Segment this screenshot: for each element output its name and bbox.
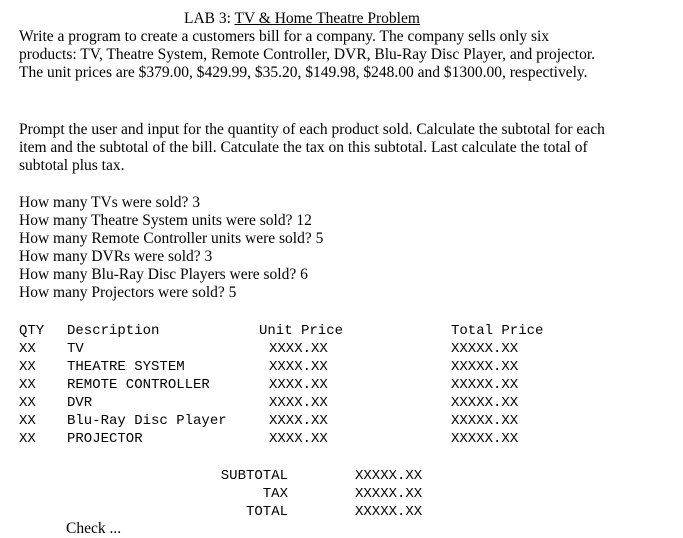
prompt-line: How many Theatre System units were sold? 12 [19,212,312,229]
row-total-price: XXXXX.XX [451,395,519,411]
row-qty: XX [19,413,36,429]
prompt-line: How many Remote Controller units were sold? 5 [19,230,324,247]
subtotal-label: SUBTOTAL [220,468,288,484]
subtotal-value: XXXXX.XX [355,468,423,484]
prompt-line: How many Projectors were sold? 5 [19,284,237,301]
header-total-price: Total Price [451,323,544,339]
row-qty: XX [19,377,36,393]
row-total-price: XXXXX.XX [451,341,519,357]
row-unit-price: XXXX.XX [269,395,328,411]
row-description: Blu-Ray Disc Player [67,413,227,429]
row-qty: XX [19,431,36,447]
header-qty: QTY [19,323,45,339]
row-unit-price: XXXX.XX [269,413,328,429]
total-value: XXXXX.XX [355,504,423,520]
row-unit-price: XXXX.XX [269,341,328,357]
prompt-line: How many Blu-Ray Disc Players were sold? 6 [19,266,308,283]
row-total-price: XXXXX.XX [451,413,519,429]
row-description: DVR [67,395,93,411]
row-description: PROJECTOR [67,431,143,447]
tax-label: TAX [262,486,288,502]
sample-prompts [19,194,323,302]
row-total-price: XXXXX.XX [451,431,519,447]
row-qty: XX [19,341,36,357]
total-label: TOTAL [245,504,288,520]
row-unit-price: XXXX.XX [269,359,328,375]
row-total-price: XXXXX.XX [451,377,519,393]
tax-value: XXXXX.XX [355,486,423,502]
row-unit-price: XXXX.XX [269,431,328,447]
problem-paragraph: Write a program to create a customers bill for a company. The company sells only six products: TV, Theatre System, Remote Controller, DVR, Blu-Ray Disc Player, and projector. The unit prices are $379.00, $429.99, $35.20, $149.98, $248.00 and $1300.00, respectively. [19,28,596,81]
header-unit-price: Unit Price [259,323,344,339]
header-description: Description [67,323,160,339]
row-description: REMOTE CONTROLLER [67,377,210,393]
row-qty: XX [19,359,36,375]
row-total-price: XXXXX.XX [451,359,519,375]
row-description: THEATRE SYSTEM [67,359,185,375]
row-qty: XX [19,395,36,411]
instructions-paragraph: Prompt the user and input for the quantity of each product sold. Calculate the subtotal for each item and the subtotal of the bill. Catculate the tax on this subtotal. Last calculate the total of subtotal plus tax. [19,121,605,174]
row-unit-price: XXXX.XX [269,377,328,393]
row-description: TV [67,341,84,357]
title-underlined: TV & Home Theatre Problem [234,10,420,27]
prompt-line: How many DVRs were sold? 3 [19,248,213,265]
title-prefix: LAB 3: [184,10,235,27]
cut-off-text: Check ... [66,520,122,537]
prompt-line: How many TVs were sold? 3 [19,194,200,211]
lab-title [184,10,484,28]
